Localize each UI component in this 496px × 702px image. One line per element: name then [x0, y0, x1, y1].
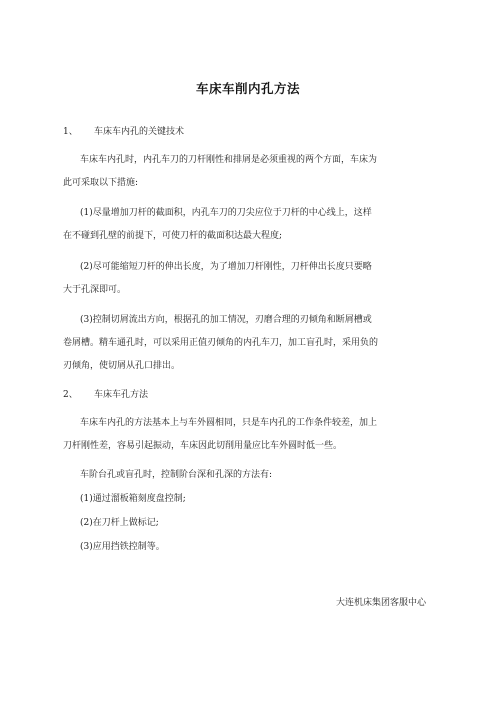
section2-number: 2、	[63, 390, 78, 400]
section2-heading-text: 车床车孔方法	[94, 390, 149, 400]
document-title: 车床车削内孔方法	[195, 81, 300, 96]
section1-heading	[63, 126, 184, 138]
section1-item3-line-3: 刃倾角，使切屑从孔口排出。	[63, 361, 181, 371]
section2-step-3: (3)应用挡铁控制等。	[80, 542, 165, 552]
section1-item1-line-1: (1)尽量增加刀杆的截面积，内孔车刀的刀尖应位于刀杆的中心线上，这样	[80, 208, 372, 218]
section1-item2-line-2: 大于孔深即可。	[63, 285, 127, 295]
section1-number: 1、	[63, 127, 78, 137]
section1-item1-line-2: 在不碰到孔壁的前提下，可使刀杆的截面积达最大程度;	[63, 231, 283, 241]
section1-item3-line-2: 卷屑槽。精车通孔时，可以采用正值刃倾角的内孔车刀，加工盲孔时，采用负的	[63, 338, 379, 348]
section2-step-intro: 车阶台孔或盲孔时，控制阶台深和孔深的方法有:	[80, 470, 273, 480]
section2-intro-line-1: 车床车内孔的方法基本上与车外圆相同，只是车内孔的工作条件较差，加上	[80, 418, 378, 428]
section1-intro-line-1: 车床车内孔时，内孔车刀的刀杆刚性和排屑是必须重视的两个方面，车床为	[80, 155, 378, 165]
section2-step-2: (2)在刀杆上做标记;	[80, 518, 159, 528]
section2-step-1: (1)通过溜板箱刻度盘控制;	[80, 494, 186, 504]
section1-item3-line-1: (3)控制切屑流出方向，根据孔的加工情况，刃磨合理的刃倾角和断屑槽或	[80, 315, 372, 325]
section1-heading-text: 车床车内孔的关键技术	[94, 127, 185, 137]
section1-item2-line-1: (2)尽可能缩短刀杆的伸出长度，为了增加刀杆刚性，刀杆伸出长度只要略	[80, 262, 372, 272]
document-signature: 大连机床集团客服中心	[335, 598, 426, 608]
section2-heading	[63, 389, 148, 401]
section2-intro-line-2: 刀杆刚性差，容易引起振动，车床因此切削用量应比车外圆时低一些。	[63, 441, 343, 451]
section1-intro-line-2: 此可采取以下措施:	[63, 178, 139, 188]
